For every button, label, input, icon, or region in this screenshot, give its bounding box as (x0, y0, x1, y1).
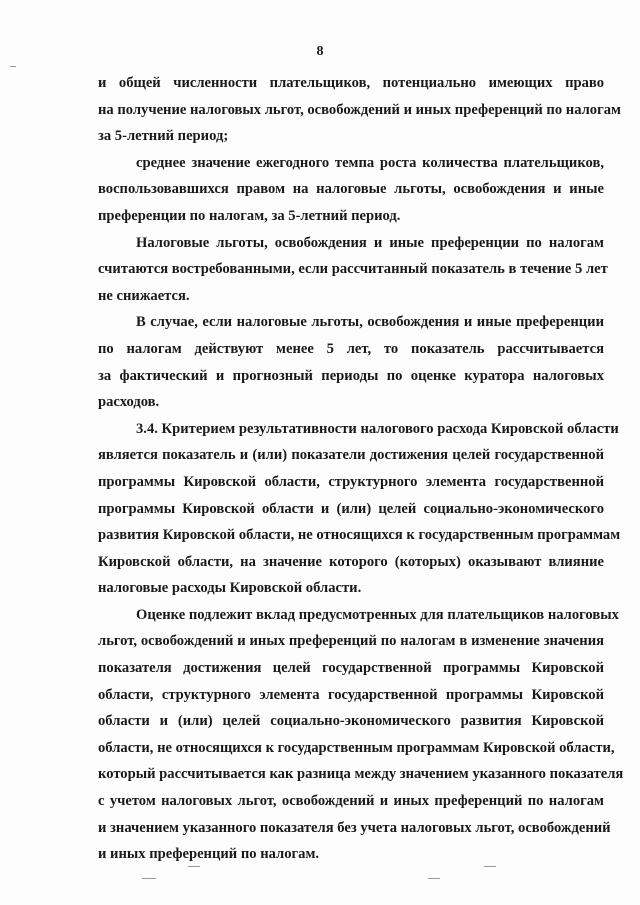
text-line: за фактический и прогнозный периоды по оценке куратора налоговых (98, 367, 604, 384)
paragraph (98, 230, 608, 310)
scan-artifact (484, 866, 496, 867)
text-line: программы Кировской области и (или) целей социально-экономического (98, 500, 604, 517)
paragraph (98, 70, 621, 150)
text-line: и общей численности плательщиков, потенциально имеющих право (98, 75, 604, 91)
scan-artifact (428, 878, 440, 879)
text-line: на получение налоговых льгот, освобождений и иных преференций по налогам (98, 101, 621, 118)
text-line: считаются востребованными, если рассчитанный показатель в течение 5 лет (98, 261, 608, 278)
scan-artifact (142, 878, 156, 879)
text-line: льгот, освобождений и иных преференций по налогам в изменение значения (98, 633, 604, 650)
text-line: который рассчитывается как разница между значением указанного показателя (98, 766, 624, 783)
text-line: области и (или) целей социально-экономического развития Кировской (98, 713, 604, 730)
document-body (98, 70, 624, 868)
text-line: показателя достижения целей государственной программы Кировской (98, 660, 604, 677)
paragraph (98, 416, 621, 602)
text-line: области, структурного элемента государственной программы Кировской (98, 686, 604, 703)
text-line: и иных преференций по налогам. (98, 846, 320, 863)
text-line: налоговые расходы Кировской области. (98, 580, 362, 597)
text-line: не снижается. (98, 287, 190, 304)
paragraph (98, 602, 624, 868)
text-line: с учетом налоговых льгот, освобождений и иных преференций по налогам (98, 793, 604, 810)
text-line: преференции по налогам, за 5-летний период. (98, 207, 401, 224)
text-line: является показатель и (или) показатели достижения целей государственной (98, 447, 604, 464)
text-line: области, не относящихся к государственным программам Кировской области, (98, 739, 615, 756)
text-line: 3.4. Критерием результативности налогового расхода Кировской области (136, 420, 619, 437)
text-line: развития Кировской области, не относящихся к государственным программам (98, 527, 621, 544)
scan-artifact (10, 66, 16, 67)
text-line: В случае, если налоговые льготы, освобождения и иные преференции (136, 314, 604, 331)
text-line: среднее значение ежегодного темпа роста количества плательщиков, (136, 154, 604, 171)
text-line: Кировской области, на значение которого (которых) оказывают влияние (98, 553, 604, 570)
page-number: 8 (316, 44, 324, 59)
text-line: за 5-летний период; (98, 128, 229, 145)
text-line: расходов. (98, 394, 160, 411)
text-line: по налогам действуют менее 5 лет, то показатель рассчитывается (98, 340, 604, 357)
text-line: программы Кировской области, структурного элемента государственной (98, 473, 604, 490)
paragraph (98, 150, 604, 230)
scan-artifact (188, 866, 200, 867)
text-line: воспользовавшихся правом на налоговые льготы, освобождения и иные (98, 181, 604, 198)
text-line: и значением указанного показателя без учета налоговых льгот, освобождений (98, 819, 611, 836)
text-line: Налоговые льготы, освобождения и иные преференции по налогам (136, 234, 604, 251)
paragraph (98, 309, 604, 415)
text-line: Оценке подлежит вклад предусмотренных для плательщиков налоговых (136, 606, 619, 623)
